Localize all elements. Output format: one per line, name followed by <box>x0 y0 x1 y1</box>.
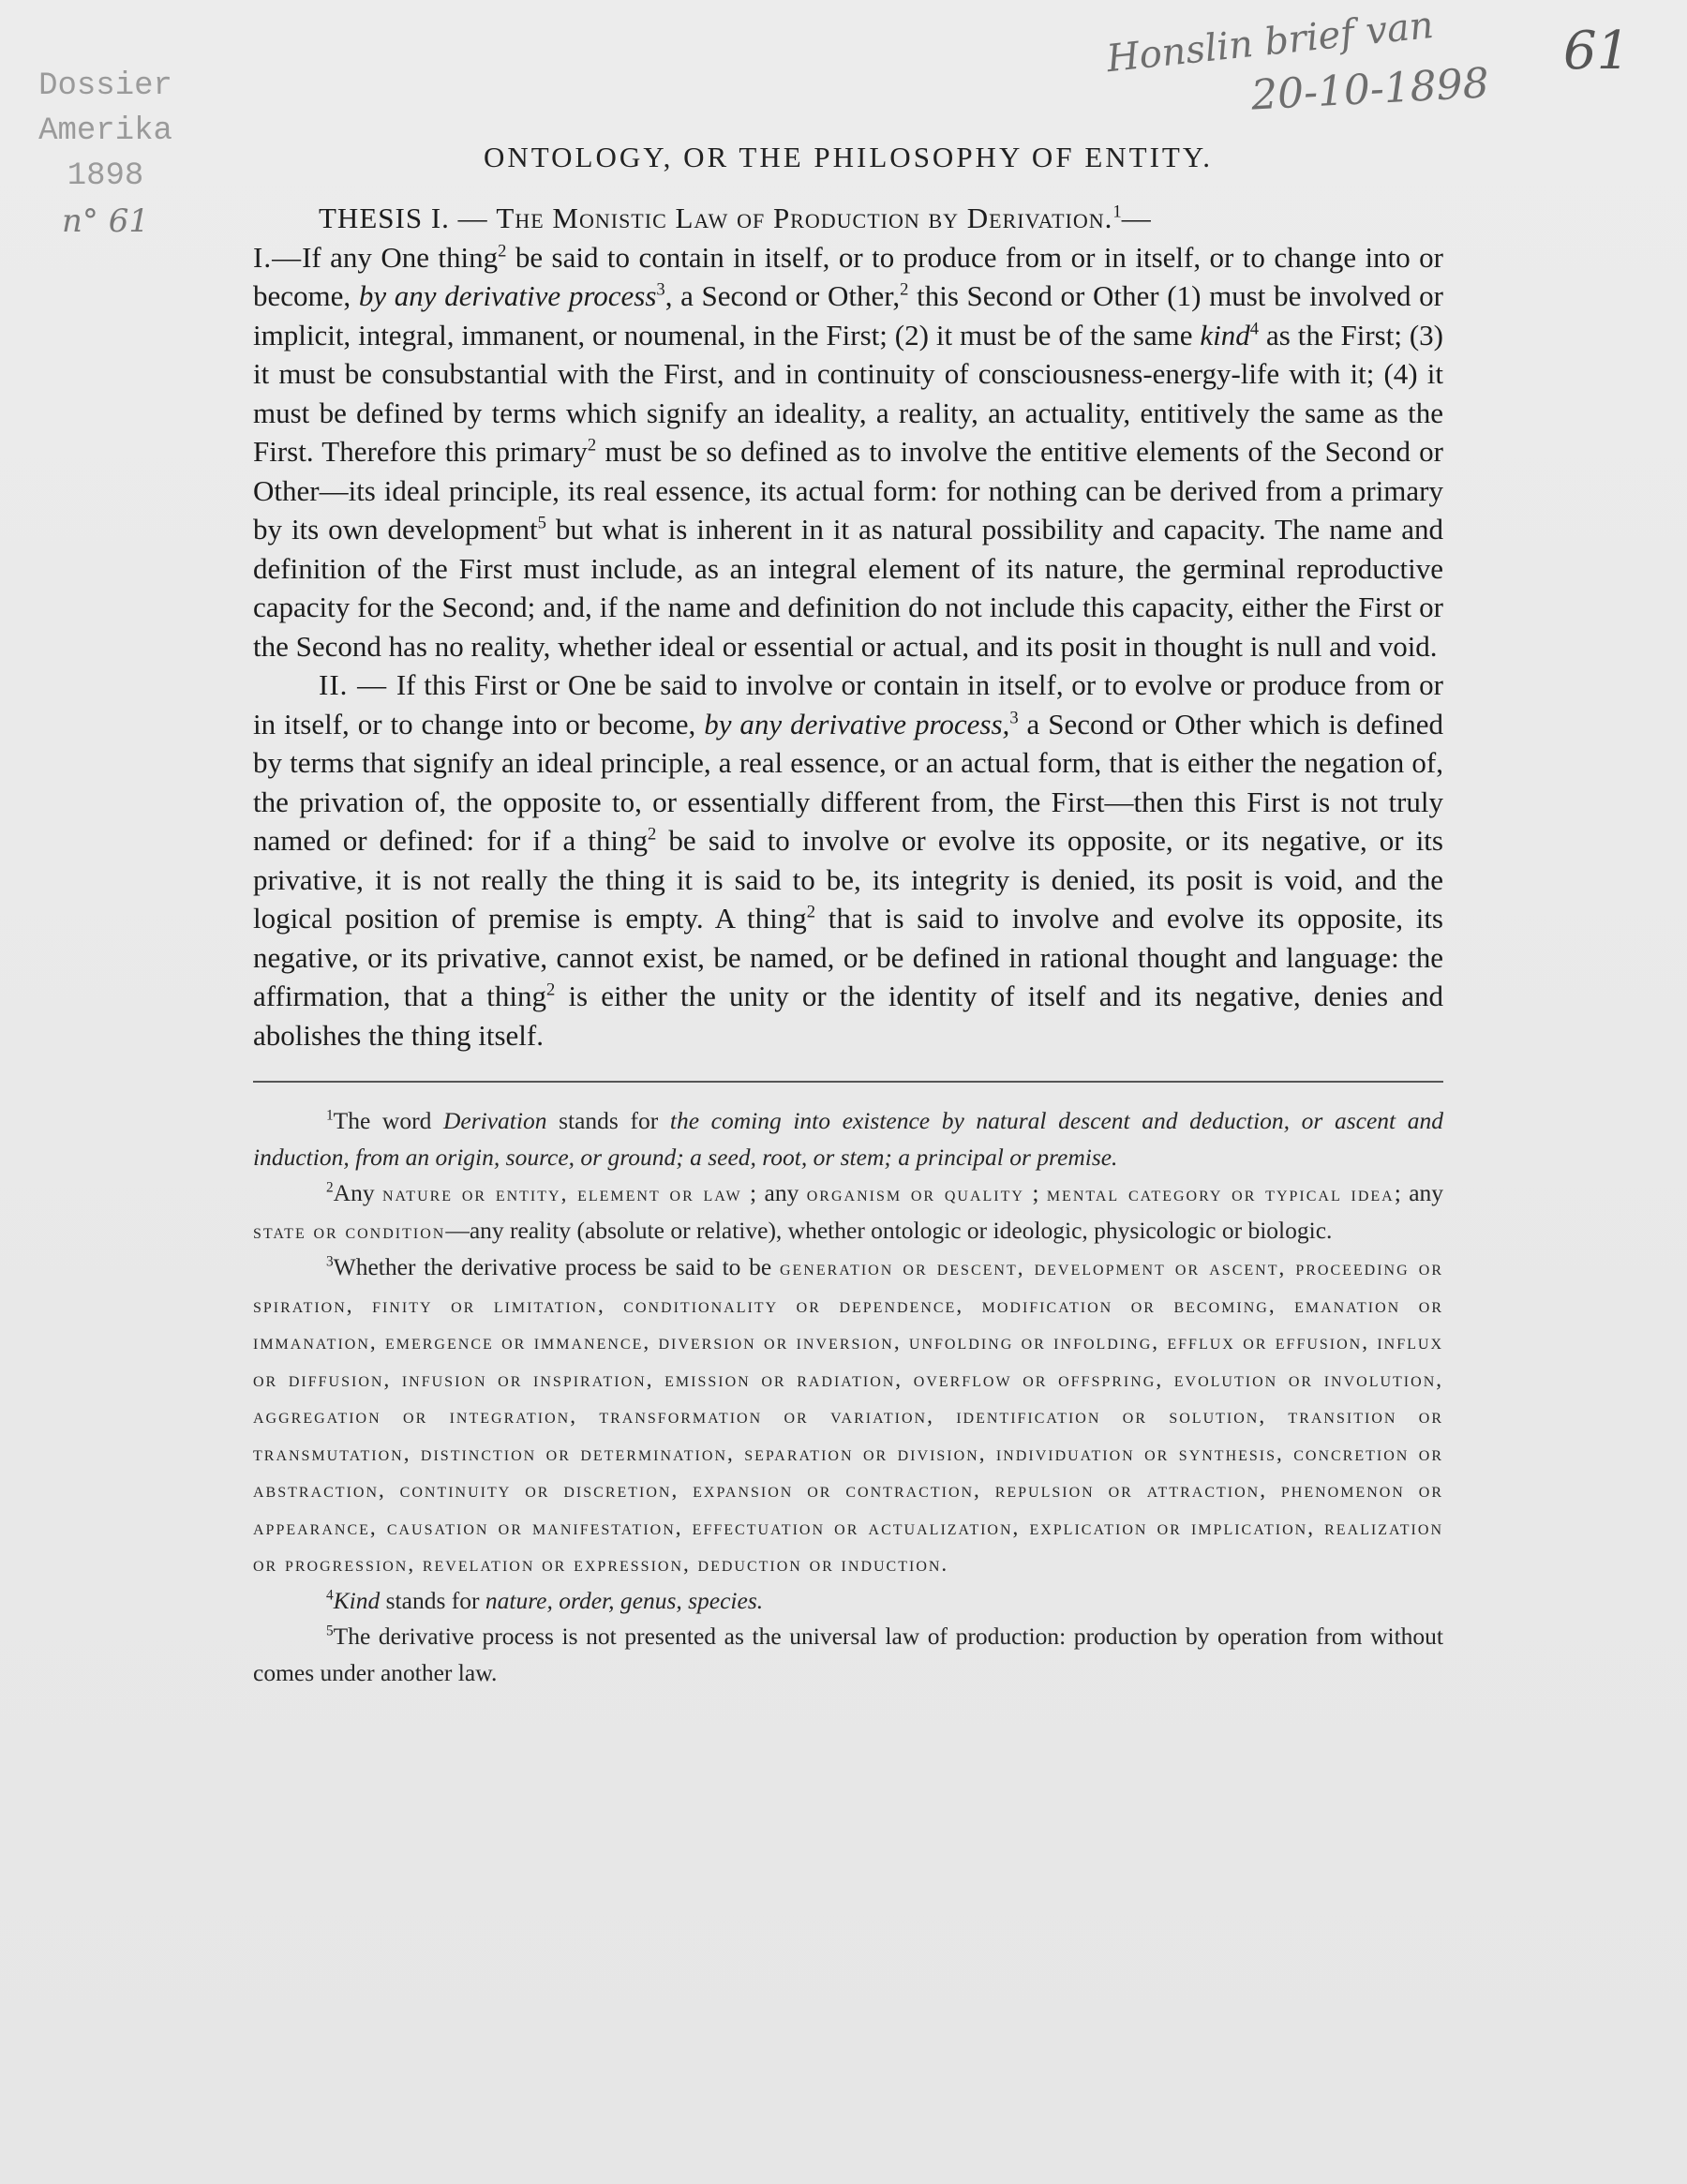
text-run: as the First; (3) it must be consubstantial with the First, and in continuity of consciousness-energy-life with it; (4) it must be defined by terms which signify an ideality, a reality, an actuality, entitively the same as the First. Therefore this primary <box>253 318 1444 468</box>
footnote-marker: 5 <box>326 1623 334 1639</box>
footnote-1 <box>253 1103 1443 1175</box>
footnote-2 <box>253 1175 1443 1249</box>
thesis-label: THESIS I. — <box>319 202 497 234</box>
footnote-ref: 2 <box>498 241 507 262</box>
page-title: ONTOLOGY, OR THE PHILOSOPHY OF ENTITY. <box>484 141 1213 173</box>
text-run: stands for <box>380 1586 485 1614</box>
footnote-5 <box>253 1619 1443 1691</box>
small-caps-run: mental category or typical idea <box>1046 1182 1395 1205</box>
italic-run: nature, order, genus, species. <box>485 1586 764 1614</box>
main-text <box>253 141 1443 1691</box>
footnote-ref: 3 <box>1009 708 1019 728</box>
stamp-line: n° 61 <box>62 202 149 240</box>
small-caps-run: state or condition <box>253 1219 446 1243</box>
text-run: Any <box>333 1179 382 1206</box>
thesis-heading: The Monistic Law of Production by Derivation. <box>496 202 1113 234</box>
footnote-ref: 2 <box>900 279 909 300</box>
archive-stamp <box>9 64 202 244</box>
handwritten-date: 20-10-1898 <box>1249 59 1490 120</box>
italic-run: by any derivative process <box>358 279 657 312</box>
text-run: —any reality (absolute or relative), whether ontologic or ideologic, physicologic or biologic. <box>445 1216 1333 1244</box>
footnote-ref: 4 <box>1249 319 1260 339</box>
footnote-ref: 5 <box>537 513 546 533</box>
footnote-ref: 2 <box>806 902 816 922</box>
italic-run: Derivation <box>442 1107 547 1134</box>
footnote-ref: 2 <box>546 980 556 1000</box>
text-run: , a Second or Other, <box>664 279 901 312</box>
text-run: If this First or One be said to involve or contain in itself, or to evolve or produce from or in itself, or to change into or become, <box>253 668 1443 740</box>
text-run: a Second or Other which is defined by terms that signify an ideal principle, a real essence, or an actual form, that is either the negation of, the privation of, the opposite to, or essentially different from, the First—then this First is not truly named or defined: for if a thing <box>253 707 1443 857</box>
stamp-line: Dossier <box>38 68 172 104</box>
text-run: ; <box>1023 1179 1047 1206</box>
text-run: this Second or Other (1) must be involved or implicit, integral, immanent, or noumenal, in the First; (2) it must be of the same <box>253 279 1443 352</box>
paragraph-number: II. — <box>319 668 396 701</box>
footnote-ref: 3 <box>656 279 665 300</box>
italic-run: kind <box>1200 318 1250 352</box>
italic-run: by any derivative process, <box>704 707 1010 740</box>
footnote-ref: 1 <box>1112 202 1122 222</box>
page-number: 61 <box>1563 21 1631 82</box>
footnote-divider <box>253 1081 1443 1083</box>
footnote-4 <box>253 1583 1443 1620</box>
text-run: The word <box>333 1107 443 1134</box>
footnote-marker: 4 <box>326 1587 334 1603</box>
footnote-marker: 2 <box>326 1179 334 1196</box>
stamp-line: Amerika <box>38 113 172 149</box>
footnote-ref: 2 <box>648 824 657 845</box>
dash: — <box>1121 202 1151 234</box>
text-run: If any One thing <box>302 240 499 274</box>
text-run: is either the unity or the identity of itself and its negative, denies and abolishes the thing itself. <box>253 980 1444 1052</box>
text-run: but what is inherent in it as natural possibility and capacity. The name and definition of the First must include, as an integral element of its nature, the germinal reproductive capacity for the Second; and, if the name and definition do not include this capacity, either the First or the Second has no reality, whether ideal or essential or actual, and its posit in thought is null and void. <box>253 513 1444 663</box>
footnote-ref: 2 <box>587 435 597 456</box>
italic-run: Kind <box>333 1586 381 1614</box>
handwritten-note: Honslin brief van <box>1104 3 1436 82</box>
paragraph-number: I.— <box>253 240 303 274</box>
text-run: be said to contain in itself, or to produce from or in itself, or to change into or become, <box>253 240 1443 312</box>
text-run: The derivative process is not presented as the universal law of production: production by operation from without comes under another law. <box>253 1623 1443 1686</box>
text-run: stands for <box>546 1107 670 1134</box>
text-run: that is said to involve and evolve its opposite, its negative, or its privative, cannot exist, be named, or be defined in rational thought and language: the affirmation, that a thing <box>253 902 1443 1012</box>
footnote-marker: 3 <box>326 1253 334 1270</box>
text-run: ; any <box>1394 1179 1444 1206</box>
italic-run: the coming into existence by natural descent and deduction, or ascent and induction, from an origin, source, or ground; a seed, root, or stem; a principal or premise. <box>253 1107 1444 1171</box>
text-run: ; any <box>741 1179 807 1206</box>
text-run: Whether the derivative process be said to be <box>333 1253 780 1280</box>
thesis-paragraph-2 <box>253 666 1443 1055</box>
small-caps-run: generation or descent, development or ascent, proceeding or spiration, finity or limitation, conditionality or dependence, modification or becoming, emanation or immanation, emergence or immanence, diversion or inversion, unfolding or infolding, efflux or effusion, influx or diffusion, infusion or inspiration, emission or radiation, overflow or offspring, evolution or involution, aggregation or integration, transformation or variation, identification or solution, transition or transmutation, distinction or determination, separation or division, individuation or synthesis, concretion or abstraction, continuity or discretion, expansion or contraction, repulsion or attraction, phenomenon or appearance, causation or manifestation, effectuation or actualization, explication or implication, realization or progression, revelation or expression, deduction or induction. <box>253 1256 1444 1576</box>
text-run: must be so defined as to involve the entitive elements of the Second or Other—its ideal principle, its real essence, its actual form: for nothing can be derived from a primary by its own development <box>253 435 1443 546</box>
text-run: be said to involve or evolve its opposite, or its negative, or its privative, it is not really the thing it is said to be, its integrity is denied, its posit is void, and the logical position of premise is empty. A thing <box>253 824 1443 935</box>
footnote-marker: 1 <box>326 1107 334 1124</box>
small-caps-run: organism or quality <box>806 1182 1024 1205</box>
thesis-paragraph-1 <box>253 199 1443 666</box>
stamp-line: 1898 <box>67 158 144 194</box>
footnote-3 <box>253 1249 1443 1583</box>
small-caps-run: nature or entity, element or law <box>381 1182 742 1205</box>
